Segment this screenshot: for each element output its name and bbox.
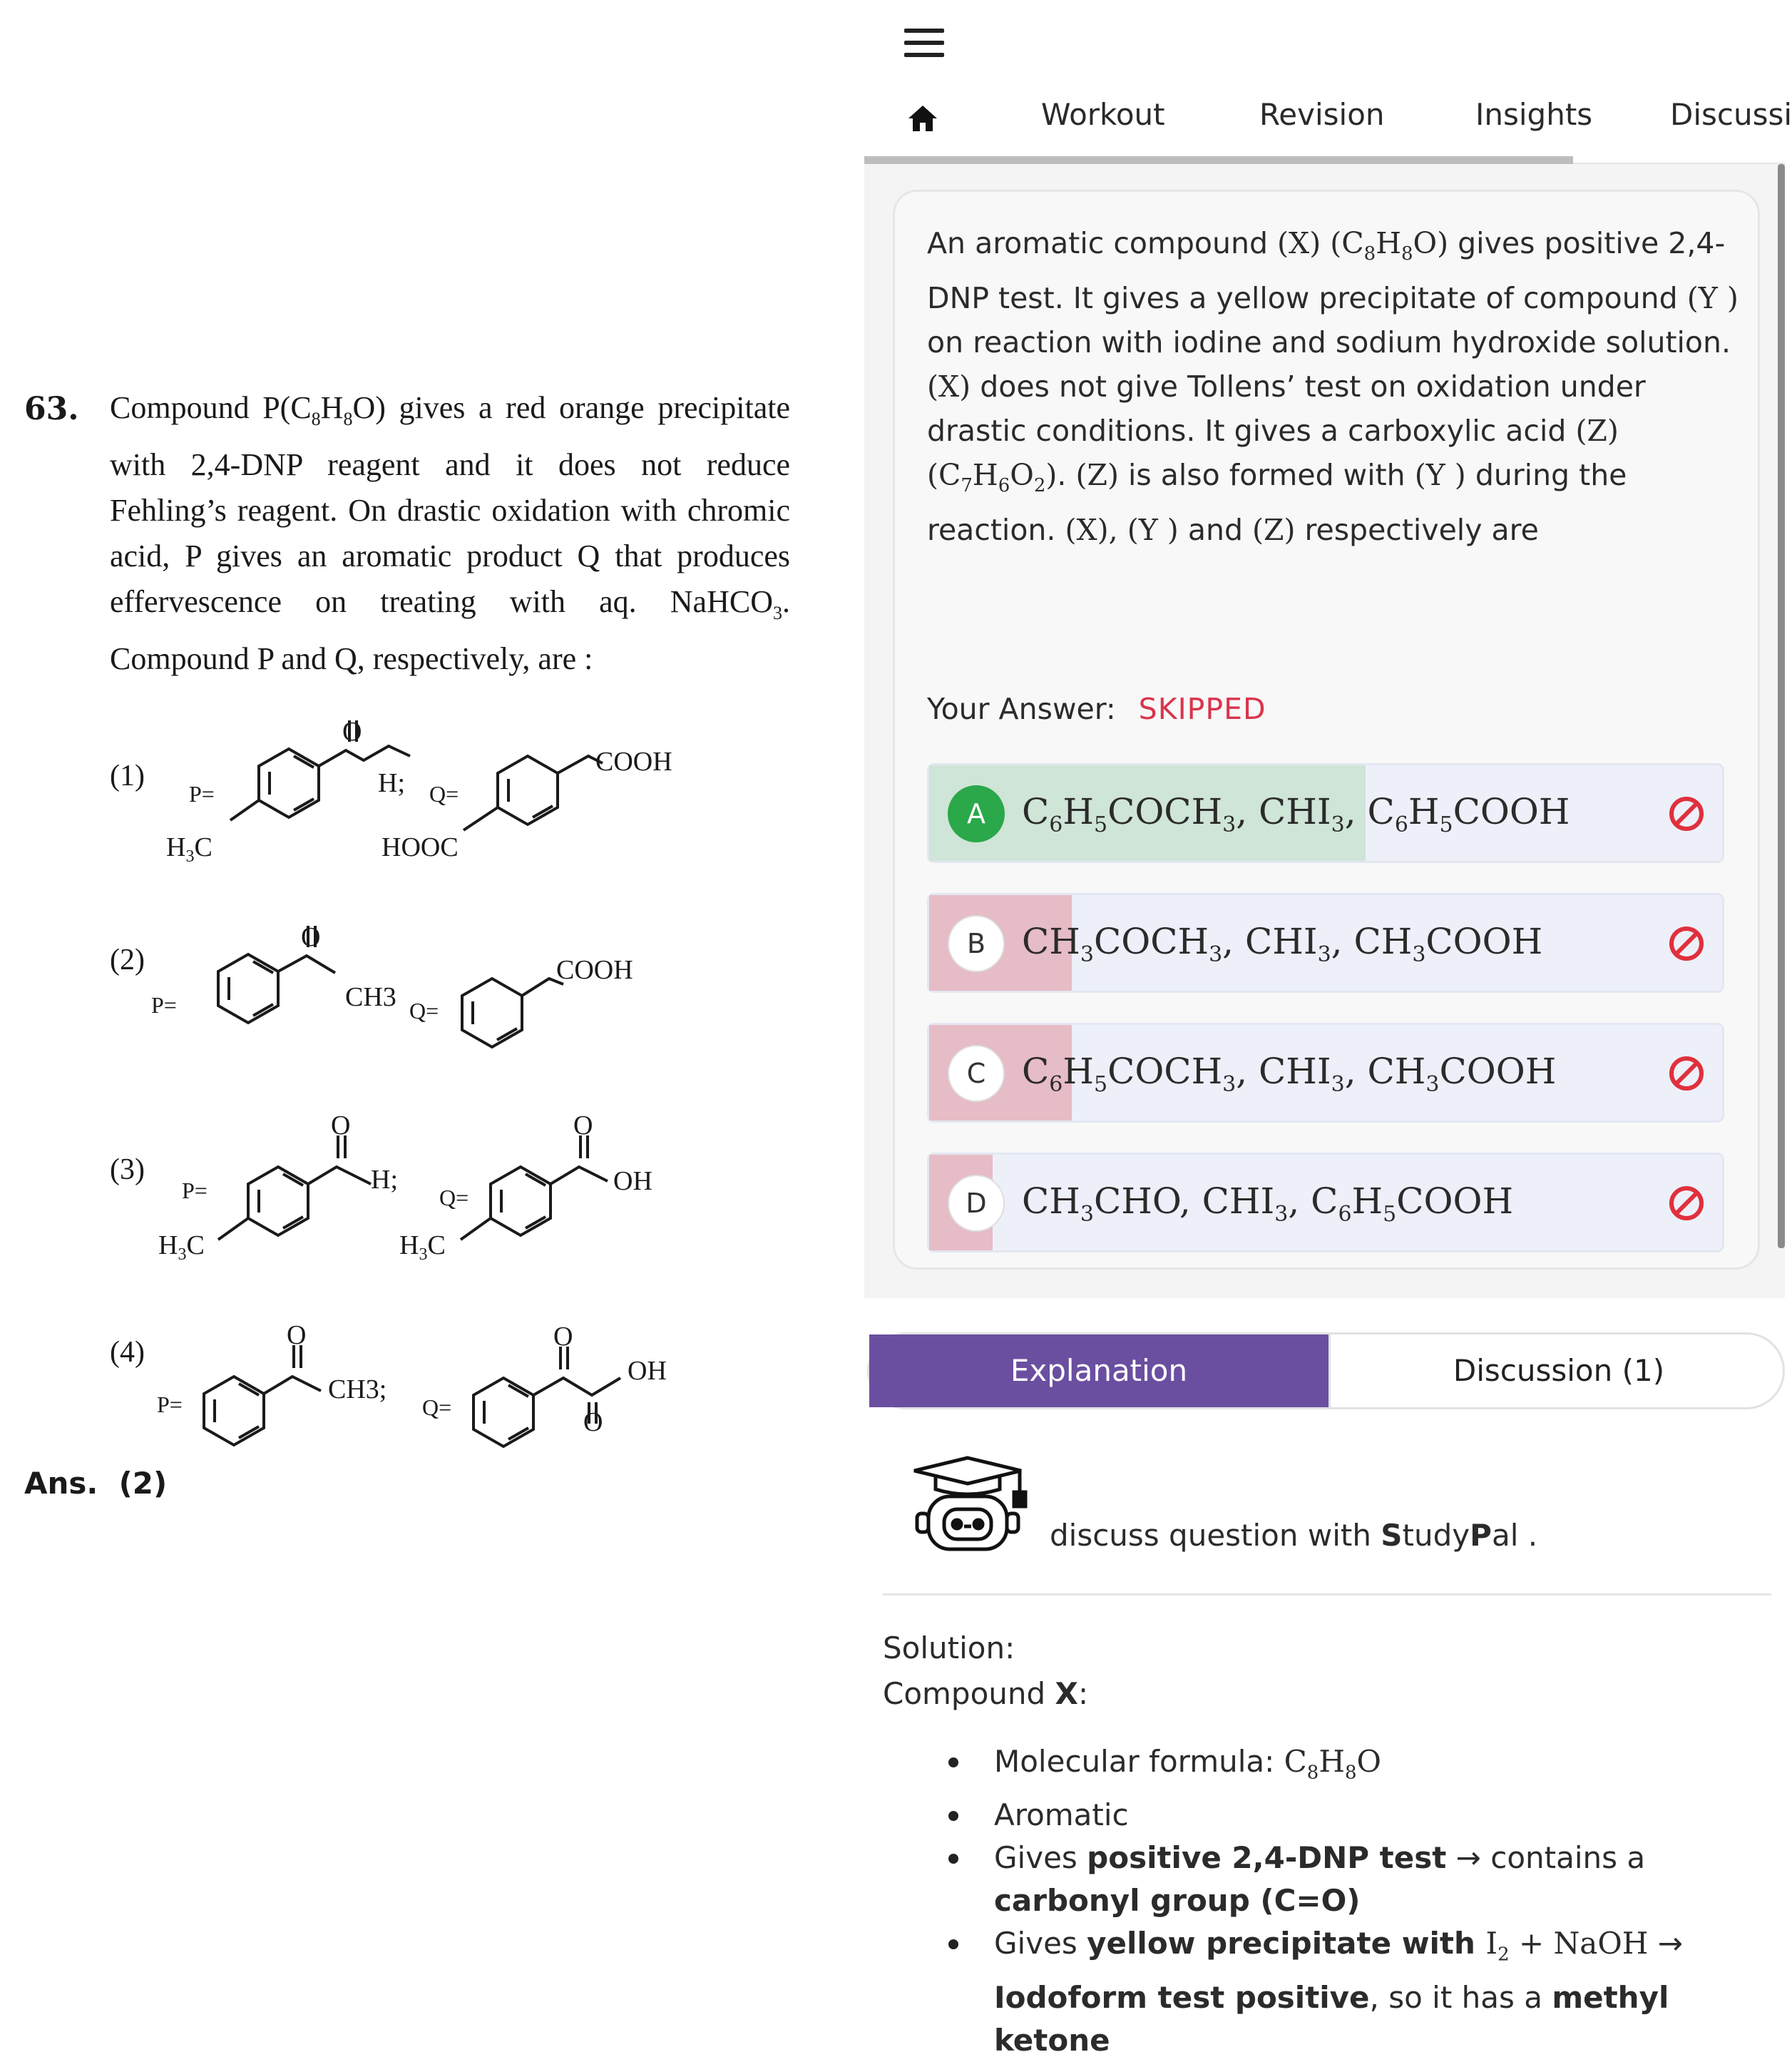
- label-hooc: HOOC: [382, 832, 459, 862]
- solution-bullets: [883, 1740, 1781, 2062]
- option-4-label: (4): [110, 1336, 145, 1369]
- option-3-label: (3): [110, 1153, 145, 1186]
- label-h: H;: [371, 1165, 398, 1195]
- label-h3c: $H_3C$: [166, 832, 213, 866]
- option-d[interactable]: [927, 1153, 1724, 1252]
- your-answer: Your Answer: SKIPPED: [927, 692, 1266, 726]
- report-block-icon[interactable]: [1666, 924, 1706, 964]
- home-icon[interactable]: [906, 101, 940, 136]
- report-block-icon[interactable]: [1666, 1053, 1706, 1093]
- option-text: $CH_3CHO$, $CHI_3$, $C_6H_5COOH$: [1022, 1180, 1514, 1227]
- label-o: O: [331, 1111, 351, 1140]
- report-block-icon[interactable]: [1666, 1183, 1706, 1223]
- answer-status: SKIPPED: [1138, 692, 1266, 726]
- label-h: H;: [378, 768, 405, 798]
- scrollbar[interactable]: [1778, 164, 1785, 1248]
- option-letter: D: [948, 1175, 1005, 1232]
- label-h3c: $H_3C$: [399, 1230, 446, 1264]
- option-4-structures: [204, 1345, 620, 1446]
- label-ch3: CH3;: [328, 1374, 387, 1404]
- label-oh: OH: [628, 1356, 667, 1386]
- option-3-structures: [218, 1135, 608, 1240]
- explanation-tabs: [867, 1332, 1785, 1409]
- label-h3c: $H_3C$: [158, 1230, 205, 1264]
- textbook-page: [0, 0, 856, 1994]
- option-letter: A: [948, 785, 1005, 842]
- tab-insights[interactable]: Insights: [1475, 97, 1593, 132]
- label-p: P=: [189, 781, 215, 807]
- option-c[interactable]: [927, 1023, 1724, 1123]
- label-o: O: [583, 1407, 603, 1437]
- label-o: O: [287, 1320, 307, 1350]
- label-q: Q=: [422, 1394, 452, 1420]
- option-a[interactable]: [927, 763, 1724, 863]
- list-item: Molecular formula: $C_8H_8O$: [883, 1740, 1781, 1794]
- label-q: Q=: [429, 781, 459, 807]
- question-body: An aromatic compound (X) $(C_8H_8O)$ gives positive 2,4-DNP test. It gives a yellow precipitate of compound (Y ) on reaction with iodine and sodium hydroxide solution. (X) does not give Tollens’ test on oxidation under drastic conditions. It gives a carboxylic acid (Z) $(C_7H_6O_2)$. (Z) is also formed with (Y ) during the reaction. (X), (Y ) and (Z) respectively are: [927, 226, 1739, 548]
- option-text: $C_6H_5COCH_3$, $CHI_3$, $CH_3COOH$: [1022, 1051, 1557, 1097]
- option-b[interactable]: [927, 893, 1724, 993]
- question-text: Compound $P(C_8H_8O)$ gives a red orange precipitate with 2,4-DNP reagent and it does not reduce Fehling’s reagent. On drastic oxidation with chromic acid, P gives an aromatic product Q that produces effervescence on treating with aq. NaHCO$_3$. Compound P and Q, respectively, are :: [110, 390, 790, 676]
- option-1-structures: [230, 720, 603, 830]
- option-text: $C_6H_5COCH_3$, $CHI_3$, $C_6H_5COOH$: [1022, 791, 1570, 837]
- structures-diagram: [0, 0, 856, 1498]
- tab-discussion-count[interactable]: Discussion (1): [1328, 1334, 1787, 1407]
- studypal-robot-icon[interactable]: [907, 1455, 1028, 1555]
- label-o: O: [342, 717, 362, 747]
- report-block-icon[interactable]: [1666, 794, 1706, 834]
- tab-revision[interactable]: Revision: [1259, 97, 1385, 132]
- label-q: Q=: [439, 1185, 469, 1210]
- option-text: $CH_3COCH_3$, $CHI_3$, $CH_3COOH$: [1022, 921, 1543, 967]
- label-p: P=: [157, 1392, 183, 1417]
- label-ch3: CH3: [345, 982, 396, 1012]
- question-number: 63.: [24, 391, 79, 427]
- label-o: O: [573, 1111, 593, 1140]
- option-letter: B: [948, 915, 1005, 972]
- option-letter: C: [948, 1045, 1005, 1102]
- solution-heading: Solution:: [883, 1630, 1015, 1665]
- list-item: Aromatic: [883, 1794, 1781, 1837]
- list-item: Gives positive 2,4-DNP test → contains a carbonyl group (C=O): [883, 1837, 1781, 1922]
- hamburger-menu-icon[interactable]: [904, 29, 944, 60]
- practice-app: [864, 0, 1792, 2058]
- tab-discussion[interactable]: Discussi: [1670, 97, 1792, 132]
- label-q: Q=: [409, 998, 439, 1024]
- label-cooh: COOH: [556, 955, 633, 985]
- option-2-label: (2): [110, 944, 145, 976]
- tab-explanation[interactable]: Explanation: [869, 1334, 1328, 1407]
- studypal-prompt[interactable]: discuss question with StudyPal .: [1050, 1518, 1538, 1553]
- question-panel: [864, 164, 1785, 1298]
- top-nav: [864, 86, 1792, 164]
- label-oh: OH: [613, 1166, 652, 1196]
- option-1-label: (1): [110, 760, 145, 792]
- label-p: P=: [151, 992, 177, 1018]
- tab-workout[interactable]: Workout: [1041, 97, 1165, 132]
- compound-heading: Compound X:: [883, 1676, 1089, 1711]
- nav-progress-bar: [864, 156, 1573, 164]
- label-p: P=: [182, 1178, 208, 1203]
- label-cooh: COOH: [595, 747, 672, 777]
- answer-line: Ans. (2): [24, 1466, 168, 1501]
- label-o: O: [553, 1322, 573, 1352]
- list-item: Gives yellow precipitate with $I_2$ + NaOH → Iodoform test positive, so it has a methyl ketone: [883, 1922, 1781, 2061]
- label-o: O: [301, 922, 321, 952]
- divider: [883, 1593, 1771, 1596]
